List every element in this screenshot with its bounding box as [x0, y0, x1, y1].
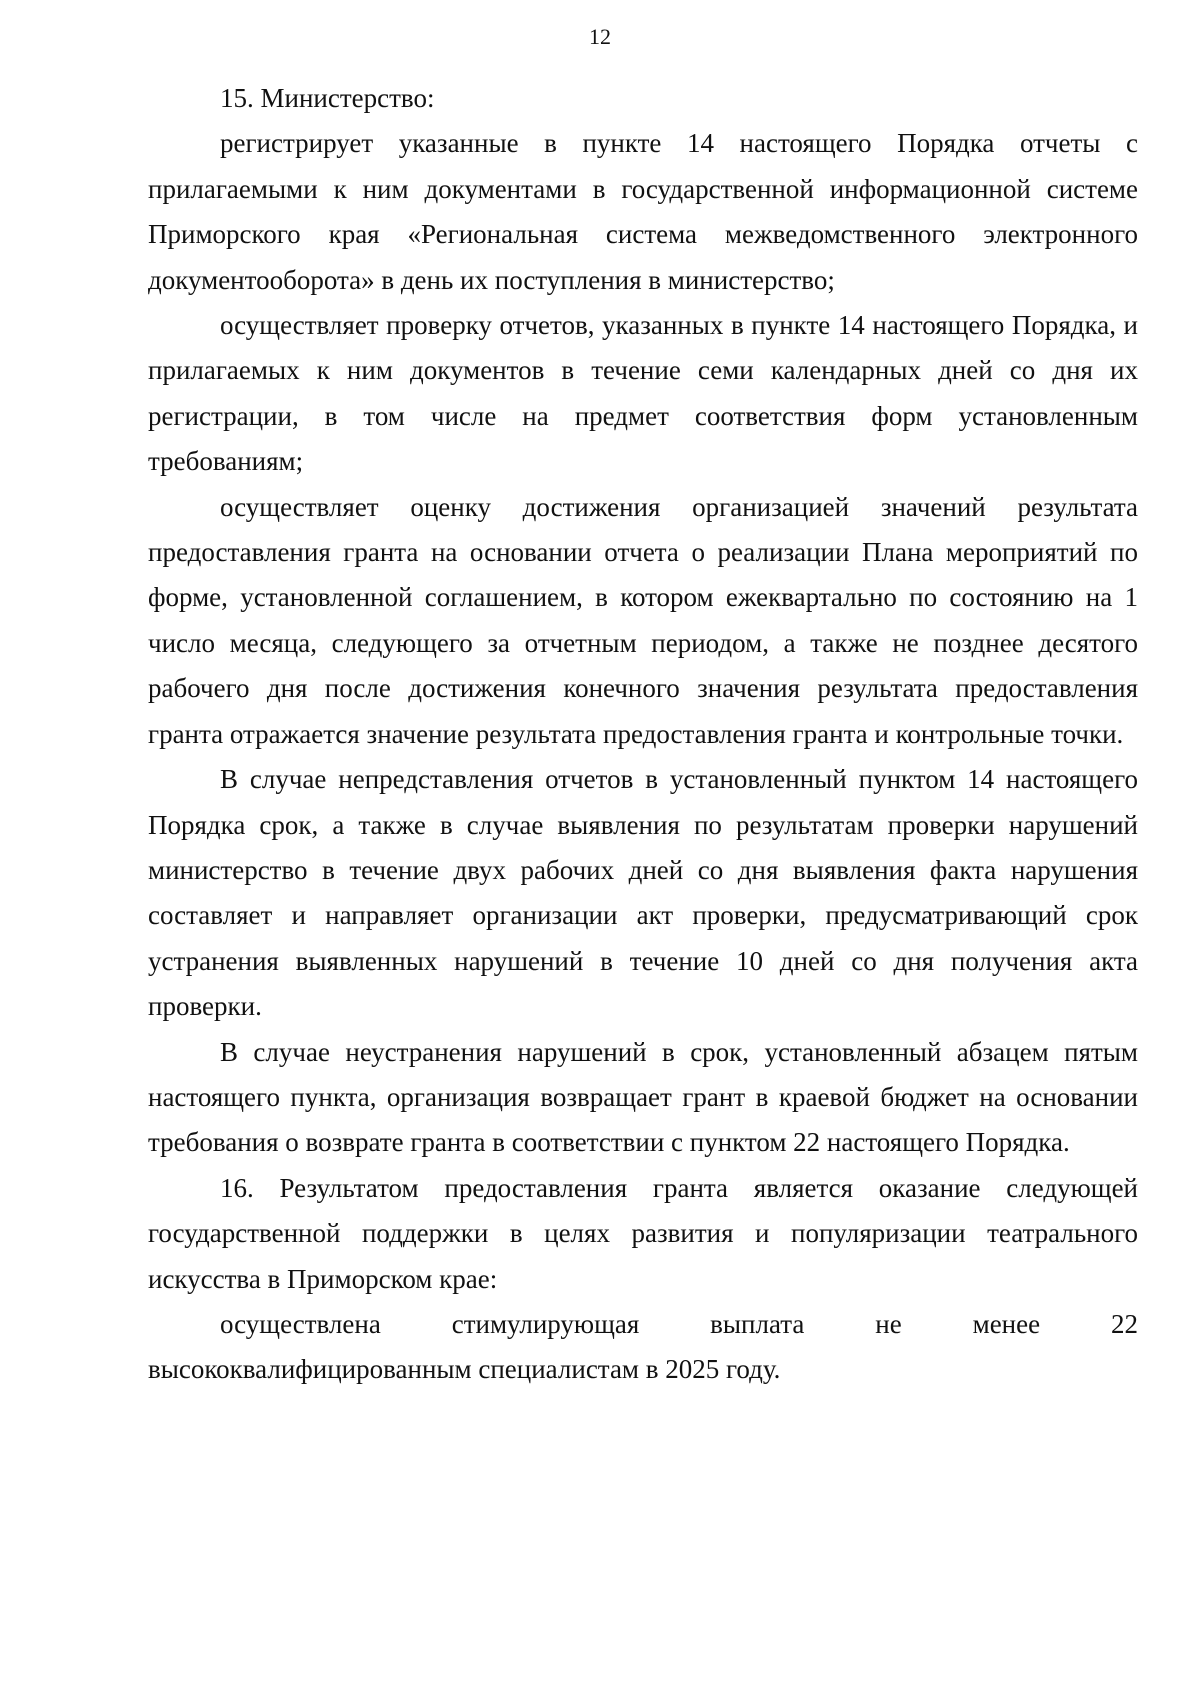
paragraph-item-16-result: 16. Результатом предоставления гранта является оказание следующей государственной поддержки в целях развития и популяризации театрального искусства в Приморском крае:: [148, 1172, 1138, 1294]
paragraph-non-submission: В случае непредставления отчетов в установленный пунктом 14 настоящего Порядка срок, а также в случае выявления по результатам проверки нарушений министерство в течение двух рабочих дней со дня выявления факта нарушения составляет и направляет организации акт проверки, предусматривающий срок устранения выявленных нарушений в течение 10 дней со дня получения акта проверки.: [148, 764, 1138, 1022]
paragraph-assesses-results: осуществляет оценку достижения организацией значений результата предоставления гранта на основании отчета о реализации Плана мероприятий по форме, установленной соглашением, в котором ежеквартально по состоянию на 1 число месяца, следующего за отчетным периодом, а также не позднее десятого рабочего дня после достижения конечного значения результата предоставления гранта отражается значение результата предоставления гранта и контрольные точки.: [148, 491, 1138, 749]
page-number: 12: [589, 24, 611, 49]
paragraph-registers-reports: регистрирует указанные в пункте 14 настоящего Порядка отчеты с прилагаемыми к ним документами в государственной информационной системе Приморского края «Региональная система межведомственного электронного документооборота» в день их поступления в министерство;: [148, 128, 1138, 295]
paragraph-checks-reports: осуществляет проверку отчетов, указанных в пункте 14 настоящего Порядка, и прилагаемых к ним документов в течение семи календарных дней со дня их регистрации, в том числе на предмет соответствия форм установленным требованиям;: [148, 310, 1138, 477]
document-body: [148, 76, 1138, 1393]
paragraph-non-elimination: В случае неустранения нарушений в срок, установленный абзацем пятым настоящего пункта, организация возвращает грант в краевой бюджет на основании требования о возврате гранта в соответствии с пунктом 22 настоящего Порядка.: [148, 1036, 1138, 1158]
paragraph-incentive-payment: осуществлена стимулирующая выплата не менее 22 высококвалифицированным специалистам в 2025 году.: [148, 1308, 1138, 1385]
paragraph-item-15-heading: 15. Министерство:: [220, 83, 435, 113]
